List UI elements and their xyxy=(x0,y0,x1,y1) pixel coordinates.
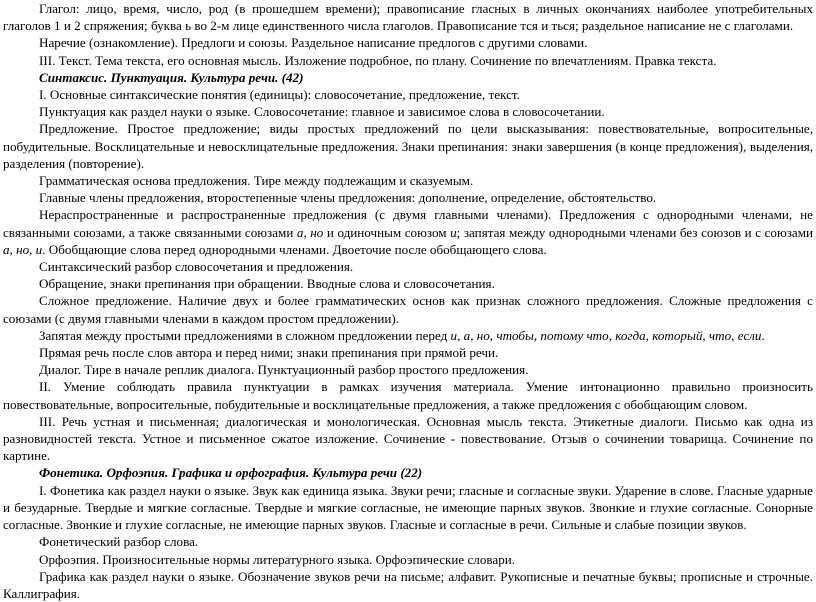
section-heading xyxy=(3,69,813,86)
text-run: . Обобщающие слова перед однородными членами. Двоеточие после обобщающего слова. xyxy=(42,241,547,257)
paragraph xyxy=(3,568,813,602)
document-body xyxy=(3,0,813,602)
paragraph xyxy=(3,482,813,534)
paragraph xyxy=(3,86,813,103)
text-run: Орфоэпия. Произносительные нормы литературного языка. Орфоэпические словари. xyxy=(39,551,516,567)
text-run: Обращение, знаки препинания при обращении. Вводные слова и словосочетания. xyxy=(39,276,495,292)
text-run: I. Фонетика как раздел науки о языке. Звук как единица языка. Звуки речи; гласные и согласные звуки. Ударение в слове. Гласные ударные и безударные. Твердые и мягкие согласные. Твердые и мягкие согласные, не имеющие парных звуков. Звонкие и глухие согласные. Сонорные согласные. Звонкие и глухие согласные, не имеющие парных звуков. Гласные и согласные в речи. Сильные и слабые позиции звуков. xyxy=(3,482,813,533)
text-run: Главные члены предложения, второстепенные члены предложения: дополнение, определение, обстоятельство. xyxy=(39,190,657,206)
paragraph xyxy=(3,327,813,344)
text-run: Нераспространенные и распространенные предложения (с двумя главными членами). Предложения с однородными членами, не связанными союзами, а также связанными союзами xyxy=(3,207,813,240)
paragraph xyxy=(3,103,813,120)
section-heading xyxy=(3,464,813,481)
italic-text: а, но, и xyxy=(3,241,43,257)
text-run: Грамматическая основа предложения. Тире между подлежащим и сказуемым. xyxy=(39,173,474,189)
paragraph xyxy=(3,551,813,568)
text-run: Пунктуация как раздел науки о языке. Словосочетание: главное и зависимое слова в словосочетании. xyxy=(39,104,605,120)
text-run: Синтаксический разбор словосочетания и предложения. xyxy=(39,259,354,275)
paragraph xyxy=(3,206,813,258)
text-run: Сложное предложение. Наличие двух и более грамматических основ как признак сложного предложения. Сложные предложения с союзами (с двумя главными членами в каждом простом предложении). xyxy=(3,293,813,326)
paragraph xyxy=(3,258,813,275)
text-run: и одиночным союзом xyxy=(323,224,451,240)
paragraph xyxy=(3,189,813,206)
paragraph xyxy=(3,275,813,292)
paragraph xyxy=(3,172,813,189)
text-run: Фонетика. Орфоэпия. Графика и орфография. Культура речи (22) xyxy=(39,465,423,481)
paragraph xyxy=(3,0,813,34)
text-run: II. Умение соблюдать правила пунктуации в рамках изучения материала. Умение интонационно правильно произносить повествовательные, вопросительные, побудительные и восклицательные предложения, а также предложения с обобщающим словом. xyxy=(3,379,813,412)
text-run: I. Основные синтаксические понятия (единицы): словосочетание, предложение, текст. xyxy=(39,87,520,103)
italic-text: и, а, но, чтобы, потому что, когда, который, что, если xyxy=(450,327,762,343)
paragraph xyxy=(3,378,813,412)
paragraph xyxy=(3,361,813,378)
italic-text: и xyxy=(450,224,457,240)
text-run: Синтаксис. Пунктуация. Культура речи. (42) xyxy=(39,69,304,85)
paragraph xyxy=(3,52,813,69)
text-run: Запятая между простыми предложениями в сложном предложении перед xyxy=(39,327,451,343)
paragraph xyxy=(3,344,813,361)
paragraph xyxy=(3,120,813,172)
text-run: Наречие (ознакомление). Предлоги и союзы. Раздельное написание предлогов с другими словами. xyxy=(39,35,588,51)
text-run: Диалог. Тире в начале реплик диалога. Пунктуационный разбор простого предложения. xyxy=(39,362,529,378)
paragraph xyxy=(3,413,813,465)
text-run: Фонетический разбор слова. xyxy=(39,534,199,550)
italic-text: а, но xyxy=(296,224,324,240)
text-run: ; запятая между однородными членами без союзов и с союзами xyxy=(456,224,814,240)
text-run: Прямая речь после слов автора и перед ними; знаки препинания при прямой речи. xyxy=(39,345,499,361)
text-run: Предложение. Простое предложение; виды простых предложений по цели высказывания: повествовательные, вопросительные, побудительные. Восклицательные и невосклицательные предложения. Знаки препинания: знаки завершения (в конце предложения), выделения, разделения (повторение). xyxy=(3,121,813,171)
text-run: . xyxy=(761,327,765,343)
text-run: Графика как раздел науки о языке. Обозначение звуков речи на письме; алфавит. Рукописные и печатные буквы; прописные и строчные. Каллиграфия. xyxy=(3,568,813,601)
text-run: III. Речь устная и письменная; диалогическая и монологическая. Основная мысль текста. Этикетные диалоги. Письмо как одна из разновидностей текста. Устное и письменное сжатое изложение. Сочинение - повествование. Отзыв о сочинении товарища. Сочинение по картине. xyxy=(3,413,813,464)
paragraph xyxy=(3,34,813,51)
paragraph xyxy=(3,292,813,326)
text-run: Глагол: лицо, время, число, род (в прошедшем времени); правописание гласных в личных окончаниях наиболее употребительных глаголов 1 и 2 спряжения; буква ь во 2-м лице единственного числа глаголов. Правописание тся и ться; раздельное написание не с глаголами. xyxy=(3,1,813,34)
text-run: III. Текст. Тема текста, его основная мысль. Изложение подробное, по плану. Сочинение по впечатлениям. Правка текста. xyxy=(39,52,717,68)
